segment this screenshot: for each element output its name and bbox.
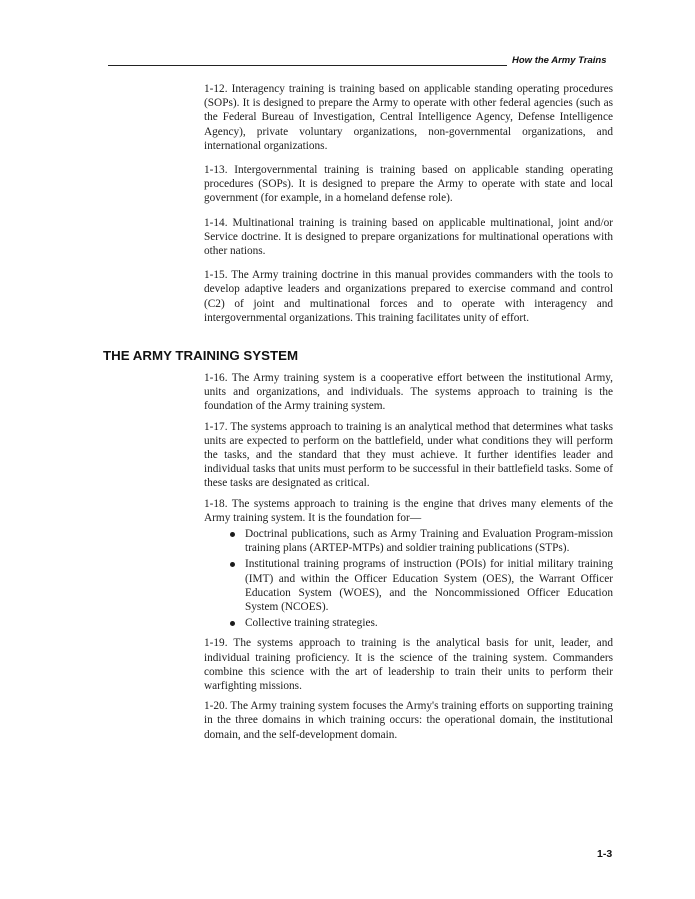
paragraph-1-20: 1-20. The Army training system focuses the Army's training efforts on supporting training in the three domains in which training occurs: the operational domain, the institutional domain, and the self-development domain. <box>204 700 613 741</box>
bullet-text: Collective training strategies. <box>245 617 378 630</box>
paragraph-1-16: 1-16. The Army training system is a cooperative effort between the institutional Army, units and organizations, and individuals. The systems approach to training is the foundation of the Army training system. <box>204 372 613 413</box>
paragraph-1-13: 1-13. Intergovernmental training is training based on applicable standing operating procedures (SOPs). It is designed to prepare the Army to operate with state and local government (for example, in a homeland defense role). <box>204 164 613 205</box>
top-text-block <box>204 82 613 325</box>
bullet-item <box>230 557 613 614</box>
section-text-block <box>204 371 613 742</box>
paragraph-1-19: 1-19. The systems approach to training is the analytical basis for unit, leader, and individual training proficiency. It is the science of the training system. Commanders combine this science with the art of leadership to train their units to perform their warfighting missions. <box>204 637 613 693</box>
bullet-dot-icon <box>230 562 235 567</box>
bullet-dot-icon <box>230 532 235 537</box>
paragraph-1-14: 1-14. Multinational training is training based on applicable multinational, joint and/or Service doctrine. It is designed to prepare organizations for multinational operations with other nations. <box>204 216 613 258</box>
section-heading: THE ARMY TRAINING SYSTEM <box>103 348 299 363</box>
bullet-text: Doctrinal publications, such as Army Training and Evaluation Program-mission training plans (ARTEP-MTPs) and soldier training publications (STPs). <box>245 528 613 555</box>
bullet-dot-icon <box>230 621 235 626</box>
paragraph-1-12: 1-12. Interagency training is training based on applicable standing operating procedures (SOPs). It is designed to prepare the Army to operate with other federal agencies (such as the Federal Bureau of Investigation, Central Intelligence Agency, Defense Intelligence Agency), private voluntary organizations, non-governmental organizations, and international organizations. <box>204 83 613 152</box>
bullet-item <box>230 616 613 630</box>
paragraph-1-18: 1-18. The systems approach to training is the engine that drives many elements of the Army training system. It is the foundation for— <box>204 497 613 524</box>
running-header-title: How the Army Trains <box>512 55 607 66</box>
bullet-list <box>204 527 613 630</box>
paragraph-1-15: 1-15. The Army training doctrine in this manual provides commanders with the tools to develop adaptive leaders and organizations prepared to exercise command and control (C2) of joint and multinational forces and to operate with interagency and intergovernmental organizations. This training facilitates unity of effort. <box>204 269 613 324</box>
header-rule <box>108 65 507 66</box>
page-number: 1-3 <box>597 848 613 860</box>
bullet-item <box>230 527 613 555</box>
bullet-text: Institutional training programs of instruction (POIs) for initial military training (IMT) and within the Officer Education System (OES), the Warrant Officer Education System (WOES), and the Noncommissioned Officer Education System (NCOES). <box>245 558 613 614</box>
paragraph-1-17: 1-17. The systems approach to training is an analytical method that determines what tasks units are expected to perform on the battlefield, under what conditions they will perform the tasks, and the standard that they must achieve. It further identifies leader and individual tasks that units must perform to be successful in their battlefield tasks. Some of these tasks are designated as critical. <box>204 420 613 490</box>
